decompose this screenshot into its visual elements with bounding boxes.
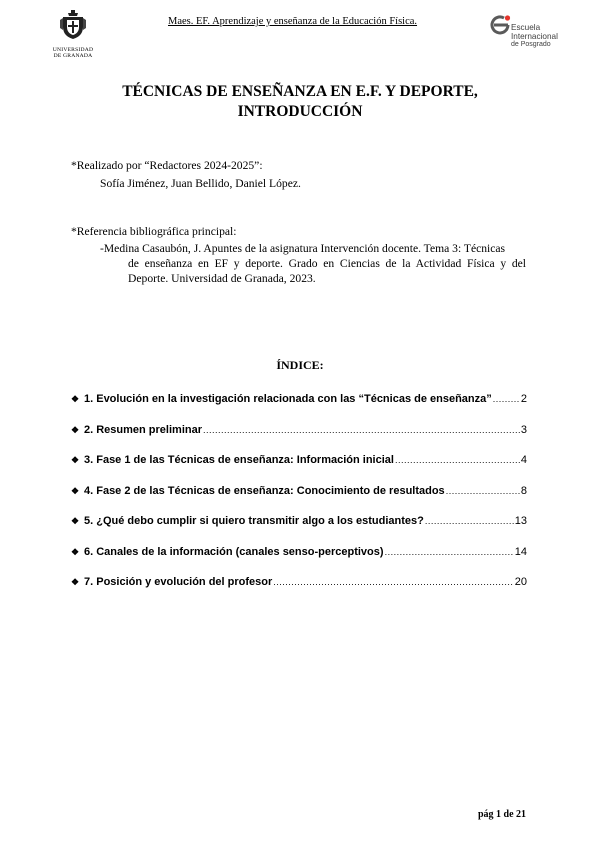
toc-entry[interactable]	[71, 424, 527, 455]
reference-rest: de enseñanza en EF y deporte. Grado en Ciencias de la Actividad Física y del Deporte. Universidad de Granada, 2023.	[128, 257, 526, 285]
authors-label: *Realizado por “Redactores 2024-2025”:	[71, 159, 263, 172]
diamond-bullet-icon: ❖	[71, 455, 80, 465]
diamond-bullet-icon: ❖	[71, 577, 80, 587]
toc-leader-dots	[273, 577, 513, 587]
reference-body	[100, 241, 526, 286]
authors-names: Sofía Jiménez, Juan Bellido, Daniel López.	[100, 177, 301, 190]
toc-entry-title: 4. Fase 2 de las Técnicas de enseñanza: Conocimiento de resultados	[84, 484, 445, 497]
toc-entry-page: 20	[514, 576, 527, 588]
diamond-bullet-icon: ❖	[71, 424, 80, 435]
toc-entry-title: 3. Fase 1 de las Técnicas de enseñanza: Información inicial	[84, 454, 394, 466]
toc-leader-dots	[385, 547, 514, 557]
toc-entry[interactable]	[71, 454, 527, 485]
title-line1: TÉCNICAS DE ENSEÑANZA EN E.F. Y DEPORTE,	[122, 83, 478, 100]
university-crest-icon	[60, 10, 86, 40]
toc-entry[interactable]	[71, 576, 527, 607]
reference-first-line: -Medina Casaubón, J. Apuntes de la asignatura Intervención docente. Tema 3: Técnicas	[100, 242, 506, 255]
toc-entry-title: 7. Posición y evolución del profesor	[84, 576, 273, 588]
toc-entry-page: 3	[520, 423, 527, 436]
university-logo	[48, 10, 98, 59]
toc-entry-page: 4	[520, 454, 527, 466]
eip-line3: de Posgrado	[511, 41, 551, 49]
toc-leader-dots	[446, 486, 520, 496]
diamond-bullet-icon: ❖	[71, 485, 80, 496]
toc-leader-dots	[493, 394, 520, 404]
toc-entry-title: 5. ¿Qué debo cumplir si quiero transmitir algo a los estudiantes?	[84, 515, 424, 527]
toc-entry[interactable]	[71, 393, 527, 424]
table-of-contents	[71, 393, 527, 607]
toc-leader-dots	[425, 516, 514, 526]
toc-entry-page: 2	[520, 393, 527, 405]
diamond-bullet-icon: ❖	[71, 394, 80, 404]
toc-entry-page: 13	[514, 515, 527, 527]
toc-entry-page: 8	[520, 484, 527, 497]
toc-entry[interactable]	[71, 485, 527, 516]
index-title: ÍNDICE:	[276, 358, 324, 372]
diamond-bullet-icon: ❖	[71, 546, 80, 557]
document-title	[60, 82, 540, 122]
toc-entry-title: 6. Canales de la información (canales senso-perceptivos)	[84, 545, 384, 558]
toc-leader-dots	[395, 455, 520, 465]
eip-line2: Internacional	[511, 31, 558, 41]
university-name-line2: DE GRANADA	[53, 53, 93, 59]
toc-entry-title: 1. Evolución en la investigación relacionada con las “Técnicas de enseñanza”	[84, 393, 492, 405]
page-number: pág 1 de 21	[478, 809, 527, 820]
university-name-line1: UNIVERSIDAD	[52, 47, 94, 53]
toc-entry-page: 14	[514, 545, 527, 558]
eip-logo	[490, 12, 570, 54]
reference-label: *Referencia bibliográfica principal:	[71, 225, 237, 238]
toc-entry-title: 2. Resumen preliminar	[84, 423, 202, 436]
running-header: Maes. EF. Aprendizaje y enseñanza de la Educación Física.	[168, 16, 418, 27]
toc-entry[interactable]	[71, 515, 527, 546]
toc-entry[interactable]	[71, 546, 527, 577]
diamond-bullet-icon: ❖	[71, 516, 80, 526]
eip-line1: Escuela	[511, 23, 541, 32]
eip-mark-icon	[490, 14, 512, 36]
toc-leader-dots	[203, 425, 520, 435]
title-line2: INTRODUCCIÓN	[237, 103, 363, 120]
